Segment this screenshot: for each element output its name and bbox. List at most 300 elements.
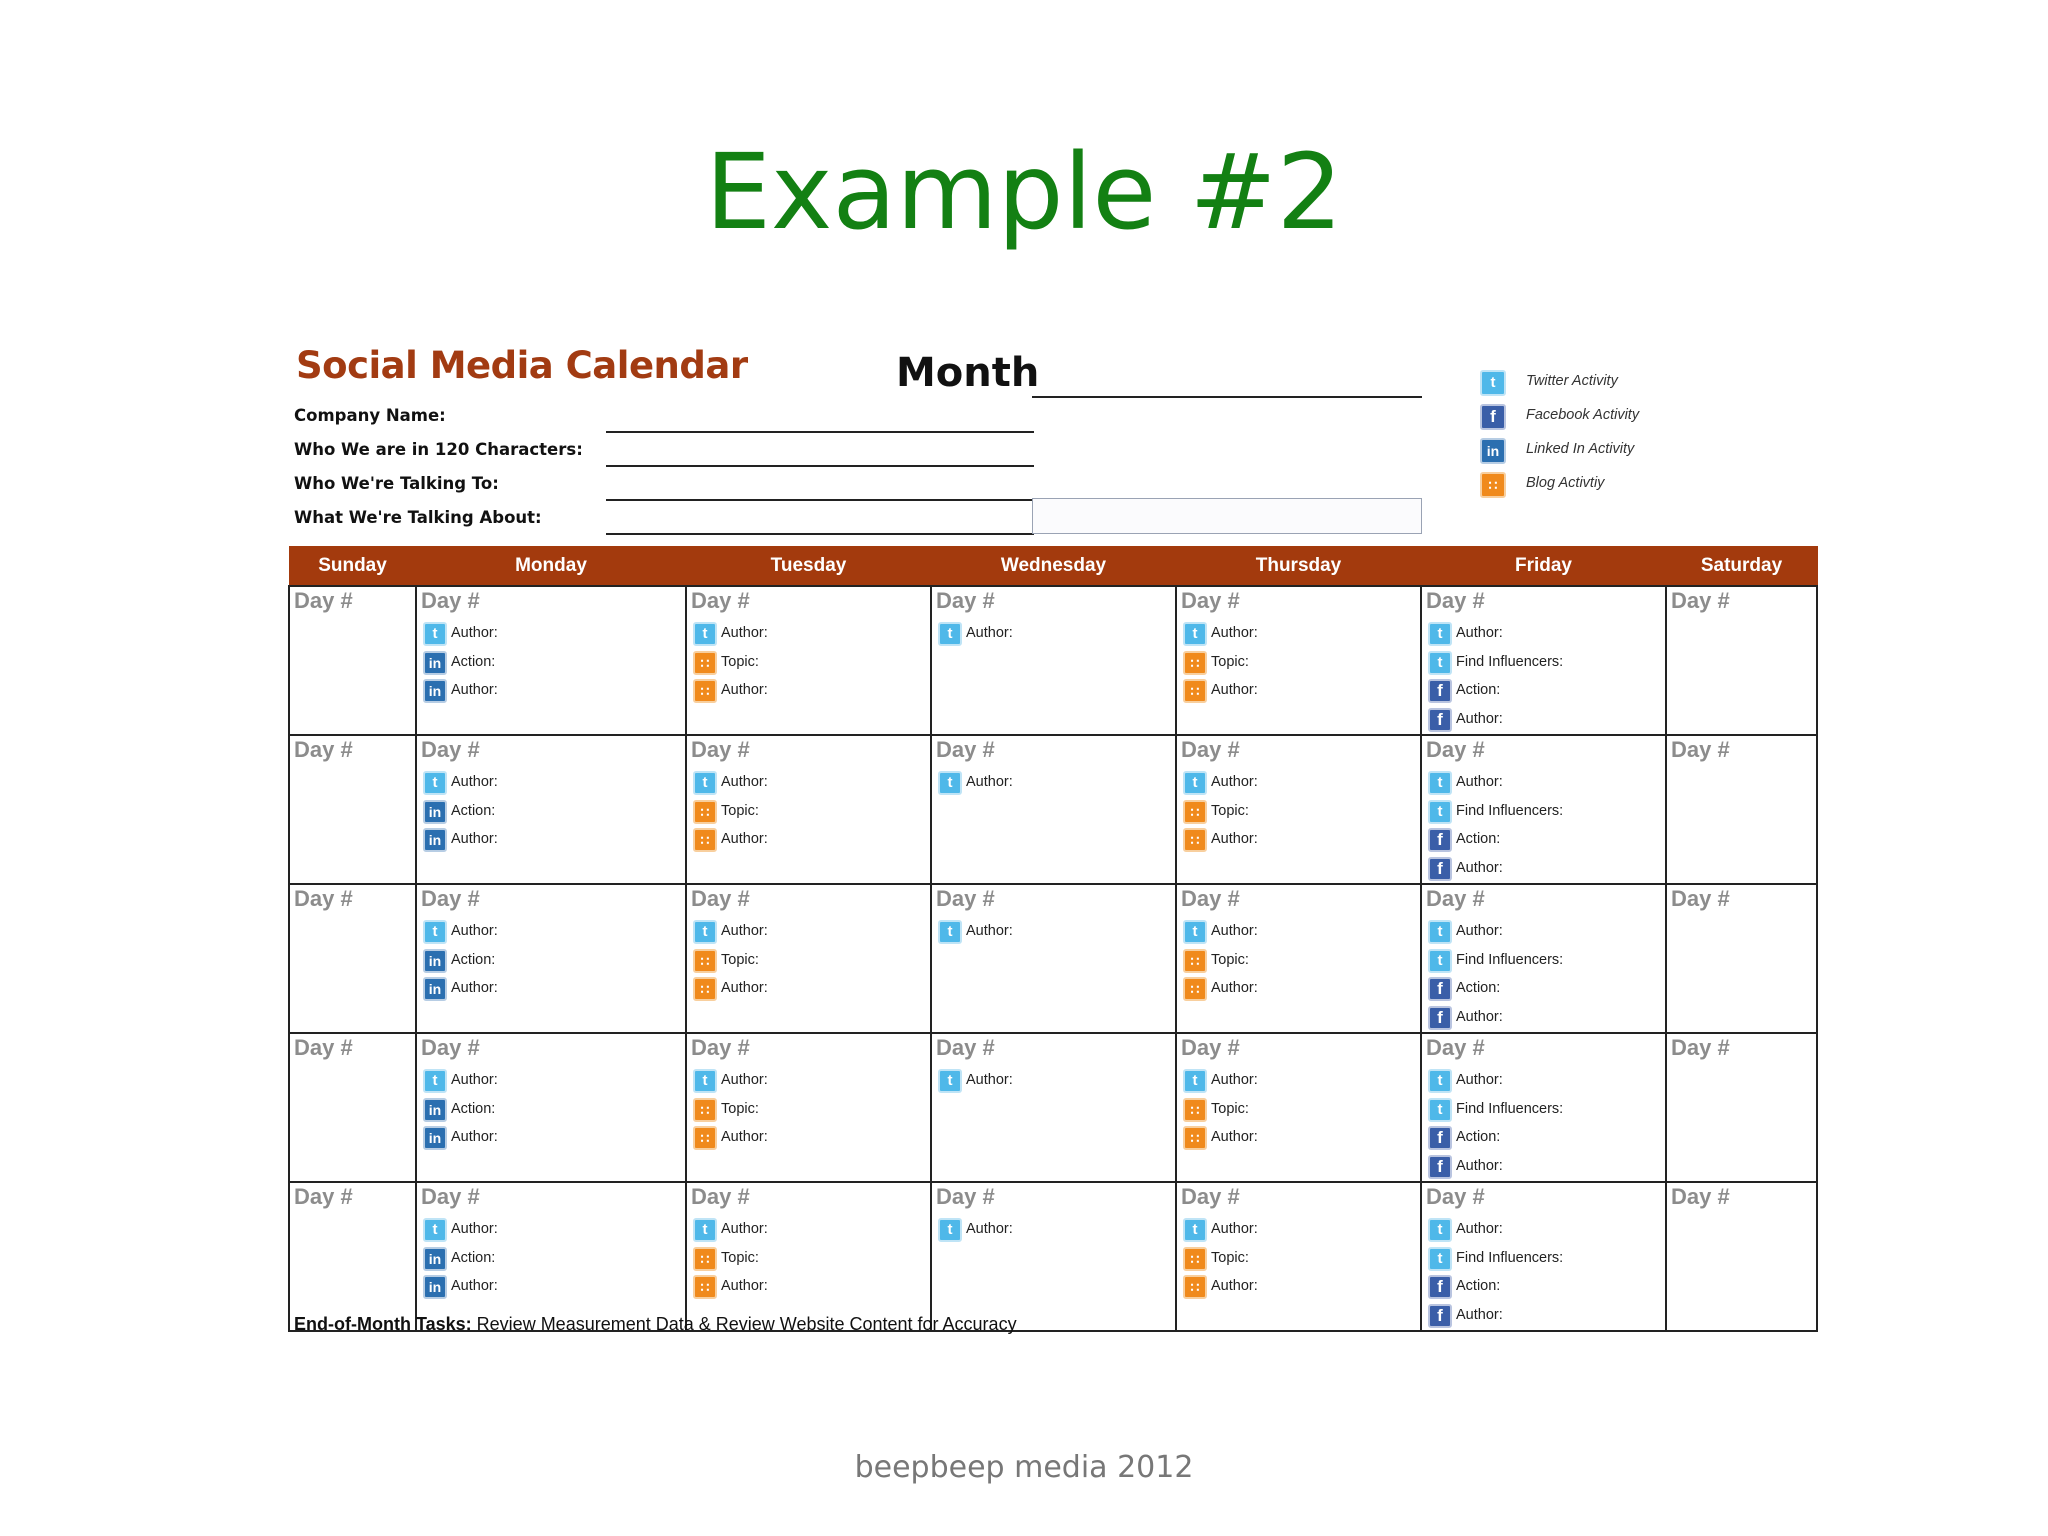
- activity-entry[interactable]: [421, 1096, 685, 1125]
- twitter-icon: [693, 622, 717, 646]
- twitter-icon: [1428, 771, 1452, 795]
- facebook-icon: [1428, 1275, 1452, 1299]
- activity-entry[interactable]: [691, 1067, 930, 1096]
- activity-entry[interactable]: [421, 1216, 685, 1245]
- day-number: Day #: [1426, 1035, 1485, 1060]
- day-cell[interactable]: [686, 1182, 931, 1331]
- rss-icon: [1183, 977, 1207, 1001]
- day-cell[interactable]: [289, 735, 416, 884]
- activity-entry[interactable]: [1426, 769, 1665, 798]
- entry-label: Author:: [721, 774, 768, 790]
- calendar-grid: [288, 546, 1818, 1332]
- activity-entry[interactable]: [691, 1273, 930, 1302]
- twitter-icon: [693, 1069, 717, 1093]
- weekday-header: Friday: [1421, 547, 1666, 587]
- day-number: Day #: [936, 588, 995, 613]
- activity-entry[interactable]: [421, 918, 685, 947]
- activity-entry[interactable]: [1181, 1273, 1420, 1302]
- day-cell[interactable]: [686, 735, 931, 884]
- weekday-header: Wednesday: [931, 547, 1176, 587]
- rss-icon: [1183, 679, 1207, 703]
- activity-entry[interactable]: [1181, 975, 1420, 1004]
- activity-entry[interactable]: [1181, 947, 1420, 976]
- entry-label: Topic:: [1211, 1249, 1249, 1266]
- entry-label: Author:: [1211, 1072, 1258, 1088]
- entry-list: [1181, 620, 1420, 706]
- activity-entry[interactable]: [1426, 1216, 1665, 1245]
- entry-list: [1181, 769, 1420, 855]
- entry-list: [691, 918, 930, 1004]
- day-cell[interactable]: [1421, 1182, 1666, 1331]
- slide-title: Example #2: [705, 131, 1343, 253]
- entry-list: [1426, 1216, 1665, 1330]
- activity-entry[interactable]: [1426, 1067, 1665, 1096]
- entry-label: Author:: [966, 923, 1013, 939]
- activity-entry[interactable]: [691, 769, 930, 798]
- day-number: Day #: [294, 588, 353, 613]
- rss-icon: [1183, 828, 1207, 852]
- activity-entry[interactable]: [1426, 1153, 1665, 1182]
- entry-label: Find Influencers:: [1456, 653, 1564, 670]
- twitter-icon: [938, 622, 962, 646]
- who-we-are-label: Who We are in 120 Characters:: [294, 440, 583, 459]
- week-row: [289, 1033, 1817, 1182]
- entry-label: Action:: [1456, 1278, 1501, 1294]
- entry-label: Author:: [1211, 625, 1258, 641]
- rss-icon: [693, 1098, 717, 1122]
- day-number: Day #: [421, 886, 480, 911]
- activity-entry[interactable]: [936, 1216, 1175, 1245]
- entry-list: [1181, 1067, 1420, 1153]
- activity-entry[interactable]: [1426, 1096, 1665, 1125]
- entry-label: Topic:: [721, 1100, 759, 1117]
- day-cell[interactable]: [1176, 1182, 1421, 1331]
- activity-entry[interactable]: [1181, 769, 1420, 798]
- activity-entry[interactable]: [1426, 1004, 1665, 1033]
- activity-entry[interactable]: [1426, 918, 1665, 947]
- day-number: Day #: [691, 737, 750, 762]
- twitter-icon: [938, 1069, 962, 1093]
- twitter-icon: [1183, 771, 1207, 795]
- day-cell[interactable]: [1176, 884, 1421, 1033]
- day-number: Day #: [936, 737, 995, 762]
- activity-entry[interactable]: [936, 918, 1175, 947]
- day-cell[interactable]: [289, 586, 416, 735]
- activity-entry[interactable]: [691, 798, 930, 827]
- day-number: Day #: [691, 1035, 750, 1060]
- activity-entry[interactable]: [1426, 826, 1665, 855]
- activity-entry[interactable]: [1426, 947, 1665, 976]
- slide-footer: beepbeep media 2012: [854, 1450, 1194, 1485]
- entry-label: Author:: [966, 774, 1013, 790]
- activity-entry[interactable]: [1181, 1245, 1420, 1274]
- activity-entry[interactable]: [421, 947, 685, 976]
- activity-entry[interactable]: [691, 620, 930, 649]
- twitter-icon: [1428, 1247, 1452, 1271]
- entry-label: Author:: [966, 625, 1013, 641]
- month-input-line[interactable]: [1032, 396, 1422, 398]
- activity-entry[interactable]: [1181, 798, 1420, 827]
- company-name-line[interactable]: [606, 431, 1034, 433]
- day-number: Day #: [1671, 737, 1730, 762]
- activity-entry[interactable]: [1426, 855, 1665, 884]
- entry-label: Author:: [1211, 923, 1258, 939]
- entry-label: Action:: [451, 653, 496, 670]
- day-cell[interactable]: [1176, 586, 1421, 735]
- day-cell[interactable]: [1666, 586, 1817, 735]
- linkedin-icon: [423, 828, 447, 852]
- entry-label: Topic:: [721, 802, 759, 819]
- day-cell[interactable]: [1421, 586, 1666, 735]
- day-cell[interactable]: [686, 884, 931, 1033]
- activity-entry[interactable]: [691, 918, 930, 947]
- rss-icon: [693, 800, 717, 824]
- linkedin-icon: [423, 1247, 447, 1271]
- activity-entry[interactable]: [691, 1245, 930, 1274]
- day-number: Day #: [421, 737, 480, 762]
- activity-entry[interactable]: [1181, 649, 1420, 678]
- activity-entry[interactable]: [936, 620, 1175, 649]
- activity-entry[interactable]: [691, 649, 930, 678]
- twitter-icon: [938, 771, 962, 795]
- activity-entry[interactable]: [691, 826, 930, 855]
- day-number: Day #: [691, 588, 750, 613]
- activity-entry[interactable]: [421, 975, 685, 1004]
- day-cell[interactable]: [931, 735, 1176, 884]
- entry-label: Action:: [451, 1100, 496, 1117]
- linkedin-icon: [423, 1126, 447, 1150]
- activity-entry[interactable]: [936, 769, 1175, 798]
- entry-label: Author:: [1211, 774, 1258, 790]
- entry-label: Topic:: [1211, 951, 1249, 968]
- rss-icon: [1183, 1247, 1207, 1271]
- day-cell[interactable]: [416, 1033, 686, 1182]
- entry-list: [936, 918, 1175, 947]
- legend-label: Twitter Activity: [1526, 373, 1618, 389]
- day-cell[interactable]: [416, 586, 686, 735]
- day-number: Day #: [1181, 588, 1240, 613]
- weekday-header: Monday: [416, 547, 686, 587]
- activity-entry[interactable]: [1426, 677, 1665, 706]
- twitter-icon: [423, 1218, 447, 1242]
- day-cell[interactable]: [289, 1182, 416, 1331]
- activity-entry[interactable]: [936, 1067, 1175, 1096]
- facebook-icon: [1428, 857, 1452, 881]
- entry-label: Author:: [1211, 682, 1258, 698]
- activity-entry[interactable]: [1426, 975, 1665, 1004]
- entry-label: Author:: [451, 980, 498, 996]
- activity-entry[interactable]: [1426, 1124, 1665, 1153]
- entry-label: Author:: [1211, 1221, 1258, 1237]
- day-cell[interactable]: [686, 1033, 931, 1182]
- entry-label: Author:: [1456, 1072, 1503, 1088]
- activity-entry[interactable]: [421, 1124, 685, 1153]
- day-cell[interactable]: [686, 586, 931, 735]
- entry-list: [421, 769, 685, 855]
- entry-list: [1426, 620, 1665, 734]
- day-cell[interactable]: [931, 586, 1176, 735]
- entry-label: Author:: [1456, 710, 1503, 727]
- facebook-icon: [1428, 828, 1452, 852]
- activity-entry[interactable]: [1426, 649, 1665, 678]
- activity-entry[interactable]: [421, 798, 685, 827]
- day-cell[interactable]: [1421, 884, 1666, 1033]
- entry-label: Action:: [451, 1249, 496, 1266]
- entry-label: Topic:: [721, 1249, 759, 1266]
- activity-entry[interactable]: [421, 649, 685, 678]
- day-number: Day #: [1671, 588, 1730, 613]
- rss-icon: [693, 828, 717, 852]
- weekday-header: Tuesday: [686, 547, 931, 587]
- day-number: Day #: [1426, 588, 1485, 613]
- twitter-icon: [938, 920, 962, 944]
- end-of-month-label: End-of-Month Tasks:: [294, 1314, 472, 1334]
- rss-icon: [693, 977, 717, 1001]
- entry-label: Find Influencers:: [1456, 1100, 1564, 1117]
- day-cell[interactable]: [289, 1033, 416, 1182]
- rss-icon: [693, 651, 717, 675]
- activity-entry[interactable]: [691, 975, 930, 1004]
- rss-icon: [1183, 949, 1207, 973]
- day-cell[interactable]: [931, 1182, 1176, 1331]
- entry-list: [936, 620, 1175, 649]
- entry-label: Author:: [1456, 625, 1503, 641]
- day-number: Day #: [1181, 886, 1240, 911]
- activity-entry[interactable]: [421, 1067, 685, 1096]
- activity-entry[interactable]: [421, 1245, 685, 1274]
- linkedin-icon: [423, 651, 447, 675]
- entry-label: Author:: [451, 774, 498, 790]
- rss-icon: [1183, 1275, 1207, 1299]
- what-talking-about-line[interactable]: [606, 533, 1034, 535]
- day-number: Day #: [936, 1184, 995, 1209]
- entry-list: [421, 1067, 685, 1153]
- activity-entry[interactable]: [1181, 620, 1420, 649]
- activity-entry[interactable]: [421, 677, 685, 706]
- rss-icon: [1183, 651, 1207, 675]
- activity-entry[interactable]: [1426, 706, 1665, 735]
- weekday-header: Sunday: [289, 547, 416, 587]
- who-we-are-line[interactable]: [606, 465, 1034, 467]
- twitter-icon: [1428, 622, 1452, 646]
- entry-label: Action:: [1456, 980, 1501, 996]
- social-media-calendar-document: [288, 336, 1818, 1346]
- rss-icon: [1183, 800, 1207, 824]
- entry-label: Author:: [721, 980, 768, 996]
- linkedin-icon: [423, 800, 447, 824]
- entry-list: [936, 1216, 1175, 1245]
- entry-label: Author:: [451, 1221, 498, 1237]
- entry-list: [691, 620, 930, 706]
- rss-icon: [693, 1126, 717, 1150]
- twitter-icon: [1428, 1098, 1452, 1122]
- week-row: [289, 1182, 1817, 1331]
- linkedin-icon: [423, 679, 447, 703]
- entry-list: [1181, 918, 1420, 1004]
- legend-label: Linked In Activity: [1526, 441, 1635, 457]
- entry-label: Author:: [721, 831, 768, 847]
- activity-entry[interactable]: [421, 620, 685, 649]
- entry-label: Author:: [1456, 923, 1503, 939]
- week-row: [289, 735, 1817, 884]
- facebook-icon: [1428, 1155, 1452, 1179]
- activity-entry[interactable]: [1181, 1216, 1420, 1245]
- who-talking-to-line[interactable]: [606, 499, 1034, 501]
- calendar-title: Social Media Calendar: [296, 344, 748, 387]
- day-cell[interactable]: [931, 884, 1176, 1033]
- entry-label: Author:: [721, 682, 768, 698]
- day-cell[interactable]: [1666, 884, 1817, 1033]
- day-cell[interactable]: [1666, 1033, 1817, 1182]
- entry-label: Action:: [451, 802, 496, 819]
- entry-list: [421, 620, 685, 706]
- twitter-icon: [693, 771, 717, 795]
- day-cell[interactable]: [1421, 1033, 1666, 1182]
- activity-entry[interactable]: [421, 826, 685, 855]
- activity-entry[interactable]: [1426, 620, 1665, 649]
- facebook-icon: [1428, 1126, 1452, 1150]
- day-cell[interactable]: [1176, 1033, 1421, 1182]
- company-name-label: Company Name:: [294, 406, 446, 425]
- entry-label: Author:: [1211, 980, 1258, 996]
- day-number: Day #: [1671, 1035, 1730, 1060]
- day-cell[interactable]: [416, 1182, 686, 1331]
- entry-label: Author:: [1456, 1157, 1503, 1174]
- entry-label: Topic:: [721, 653, 759, 670]
- entry-label: Author:: [721, 923, 768, 939]
- day-number: Day #: [1671, 886, 1730, 911]
- entry-list: [936, 769, 1175, 798]
- activity-entry[interactable]: [1426, 1273, 1665, 1302]
- activity-entry[interactable]: [1181, 1096, 1420, 1125]
- entry-label: Author:: [1456, 774, 1503, 790]
- day-cell[interactable]: [289, 884, 416, 1033]
- twitter-icon: [1428, 800, 1452, 824]
- activity-entry[interactable]: [691, 947, 930, 976]
- entry-label: Author:: [721, 1278, 768, 1294]
- day-number: Day #: [936, 886, 995, 911]
- entry-label: Author:: [721, 625, 768, 641]
- activity-entry[interactable]: [1426, 798, 1665, 827]
- entry-label: Author:: [451, 1072, 498, 1088]
- twitter-icon: [1428, 920, 1452, 944]
- end-of-month-tasks: [294, 1314, 1017, 1335]
- activity-entry[interactable]: [691, 1096, 930, 1125]
- day-cell[interactable]: [1176, 735, 1421, 884]
- twitter-icon: [1428, 1218, 1452, 1242]
- rss-icon: [693, 949, 717, 973]
- weekday-header: Saturday: [1666, 547, 1817, 587]
- week-row: [289, 586, 1817, 735]
- rss-icon: [693, 1247, 717, 1271]
- activity-entry[interactable]: [1181, 1124, 1420, 1153]
- twitter-icon: [1428, 651, 1452, 675]
- entry-list: [691, 769, 930, 855]
- entry-label: Author:: [451, 923, 498, 939]
- activity-entry[interactable]: [1426, 1302, 1665, 1331]
- twitter-icon: [423, 622, 447, 646]
- day-cell[interactable]: [1666, 735, 1817, 884]
- entry-label: Author:: [451, 1278, 498, 1294]
- day-number: Day #: [294, 1184, 353, 1209]
- twitter-icon: [423, 920, 447, 944]
- day-number: Day #: [1181, 737, 1240, 762]
- activity-entry[interactable]: [1426, 1245, 1665, 1274]
- activity-entry[interactable]: [421, 769, 685, 798]
- entry-label: Author:: [721, 1221, 768, 1237]
- entry-label: Author:: [1456, 1008, 1503, 1025]
- entry-label: Author:: [1456, 1306, 1503, 1323]
- activity-entry[interactable]: [691, 677, 930, 706]
- activity-entry[interactable]: [1181, 1067, 1420, 1096]
- day-number: Day #: [294, 1035, 353, 1060]
- entry-label: Author:: [1211, 1129, 1258, 1145]
- twitter-icon: [1183, 920, 1207, 944]
- activity-entry[interactable]: [691, 1216, 930, 1245]
- entry-list: [691, 1067, 930, 1153]
- day-number: Day #: [1426, 886, 1485, 911]
- entry-label: Topic:: [1211, 653, 1249, 670]
- day-cell[interactable]: [416, 884, 686, 1033]
- day-cell[interactable]: [1421, 735, 1666, 884]
- entry-list: [936, 1067, 1175, 1096]
- activity-entry[interactable]: [1181, 826, 1420, 855]
- activity-entry[interactable]: [421, 1273, 685, 1302]
- day-number: Day #: [1426, 1184, 1485, 1209]
- linkedin-icon: [423, 1275, 447, 1299]
- entry-list: [421, 1216, 685, 1302]
- legend-label: Blog Activtiy: [1526, 475, 1605, 491]
- text-entry-box[interactable]: [1032, 498, 1422, 534]
- twitter-icon: [423, 1069, 447, 1093]
- day-cell[interactable]: [416, 735, 686, 884]
- twitter-icon: [693, 1218, 717, 1242]
- day-number: Day #: [421, 1184, 480, 1209]
- entry-label: Find Influencers:: [1456, 802, 1564, 819]
- entry-label: Author:: [451, 1129, 498, 1145]
- end-of-month-text: Review Measurement Data & Review Website Content for Accuracy: [476, 1314, 1017, 1334]
- day-number: Day #: [294, 886, 353, 911]
- weekday-header: Thursday: [1176, 547, 1421, 587]
- entry-label: Author:: [966, 1072, 1013, 1088]
- day-number: Day #: [936, 1035, 995, 1060]
- twitter-icon: [1428, 949, 1452, 973]
- twitter-icon: [1183, 1069, 1207, 1093]
- entry-label: Author:: [1211, 831, 1258, 847]
- linkedin-icon: [423, 977, 447, 1001]
- activity-entry[interactable]: [1181, 677, 1420, 706]
- activity-entry[interactable]: [1181, 918, 1420, 947]
- entry-list: [1426, 1067, 1665, 1181]
- entry-list: [421, 918, 685, 1004]
- twitter-icon: [1183, 1218, 1207, 1242]
- entry-list: [691, 1216, 930, 1302]
- entry-label: Action:: [1456, 831, 1501, 847]
- activity-entry[interactable]: [691, 1124, 930, 1153]
- twitter-icon: [693, 920, 717, 944]
- rss-icon: [693, 1275, 717, 1299]
- entry-label: Author:: [966, 1221, 1013, 1237]
- day-cell[interactable]: [931, 1033, 1176, 1182]
- entry-label: Topic:: [1211, 802, 1249, 819]
- day-number: Day #: [1181, 1184, 1240, 1209]
- day-number: Day #: [421, 1035, 480, 1060]
- entry-label: Find Influencers:: [1456, 951, 1564, 968]
- entry-list: [1181, 1216, 1420, 1302]
- day-cell[interactable]: [1666, 1182, 1817, 1331]
- facebook-icon: [1428, 1304, 1452, 1328]
- day-number: Day #: [294, 737, 353, 762]
